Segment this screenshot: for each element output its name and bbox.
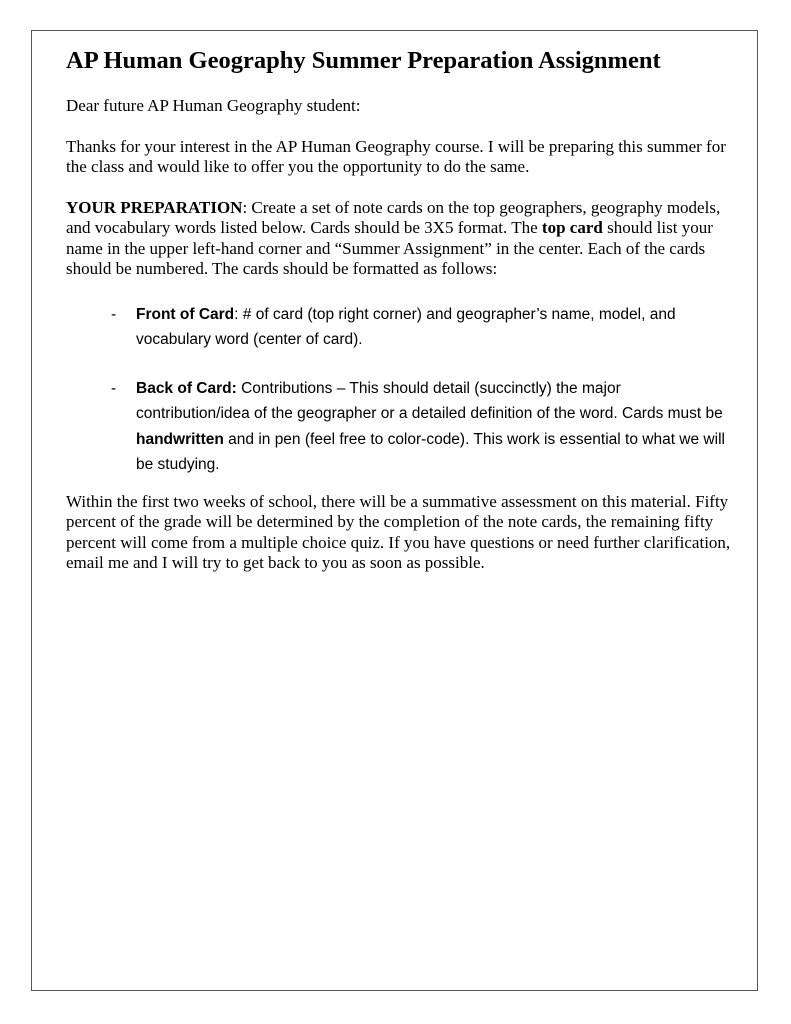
greeting: Dear future AP Human Geography student: [66,96,361,115]
preparation-label: YOUR PREPARATION [66,197,243,217]
back-of-card-label: Back of Card: [136,379,237,397]
preparation-paragraph [66,198,736,280]
closing-paragraph: Within the first two weeks of school, there will be a summative assessment on this material. Fifty percent of the grade will be determined by the completion of the note cards, the remaining fifty percent will come from a multiple choice quiz. If you have questions or need further clarification, email me and I will try to get back to you as soon as possible. [66,491,731,572]
intro-paragraph: Thanks for your interest in the AP Human Geography course. I will be preparing this summer for the class and would like to offer you the opportunity to do the same. [66,136,726,176]
front-of-card-text: : # of card (top right corner) and geographer’s name, model, and vocabulary word (center of card). [136,305,676,348]
card-format-list [66,302,736,478]
bullet-dash: - [111,305,117,323]
back-of-card-text-2: and in pen (feel free to color-code). This work is essential to what we will be studying. [136,430,725,473]
top-card-emphasis: top card [541,218,603,237]
bullet-dash: - [111,379,117,397]
front-of-card-label: Front of Card [136,305,235,323]
handwritten-emphasis: handwritten [136,430,224,448]
list-item-front-of-card [66,302,736,353]
list-item-back-of-card [66,376,736,478]
back-of-card-text-1: Contributions – This should detail (succinctly) the major contribution/idea of the geographer or a detailed definition of the word. Cards must be [136,379,723,422]
preparation-text-2: should list your name in the upper left-hand corner and “Summer Assignment” in the center. Each of the cards should be numbered. The cards should be formatted as follows: [66,218,713,278]
document-title: AP Human Geography Summer Preparation Assignment [66,47,661,74]
document-body [66,44,736,574]
preparation-text-1: : Create a set of note cards on the top geographers, geography models, and vocabulary words listed below. Cards should be 3X5 format. The [66,197,721,237]
